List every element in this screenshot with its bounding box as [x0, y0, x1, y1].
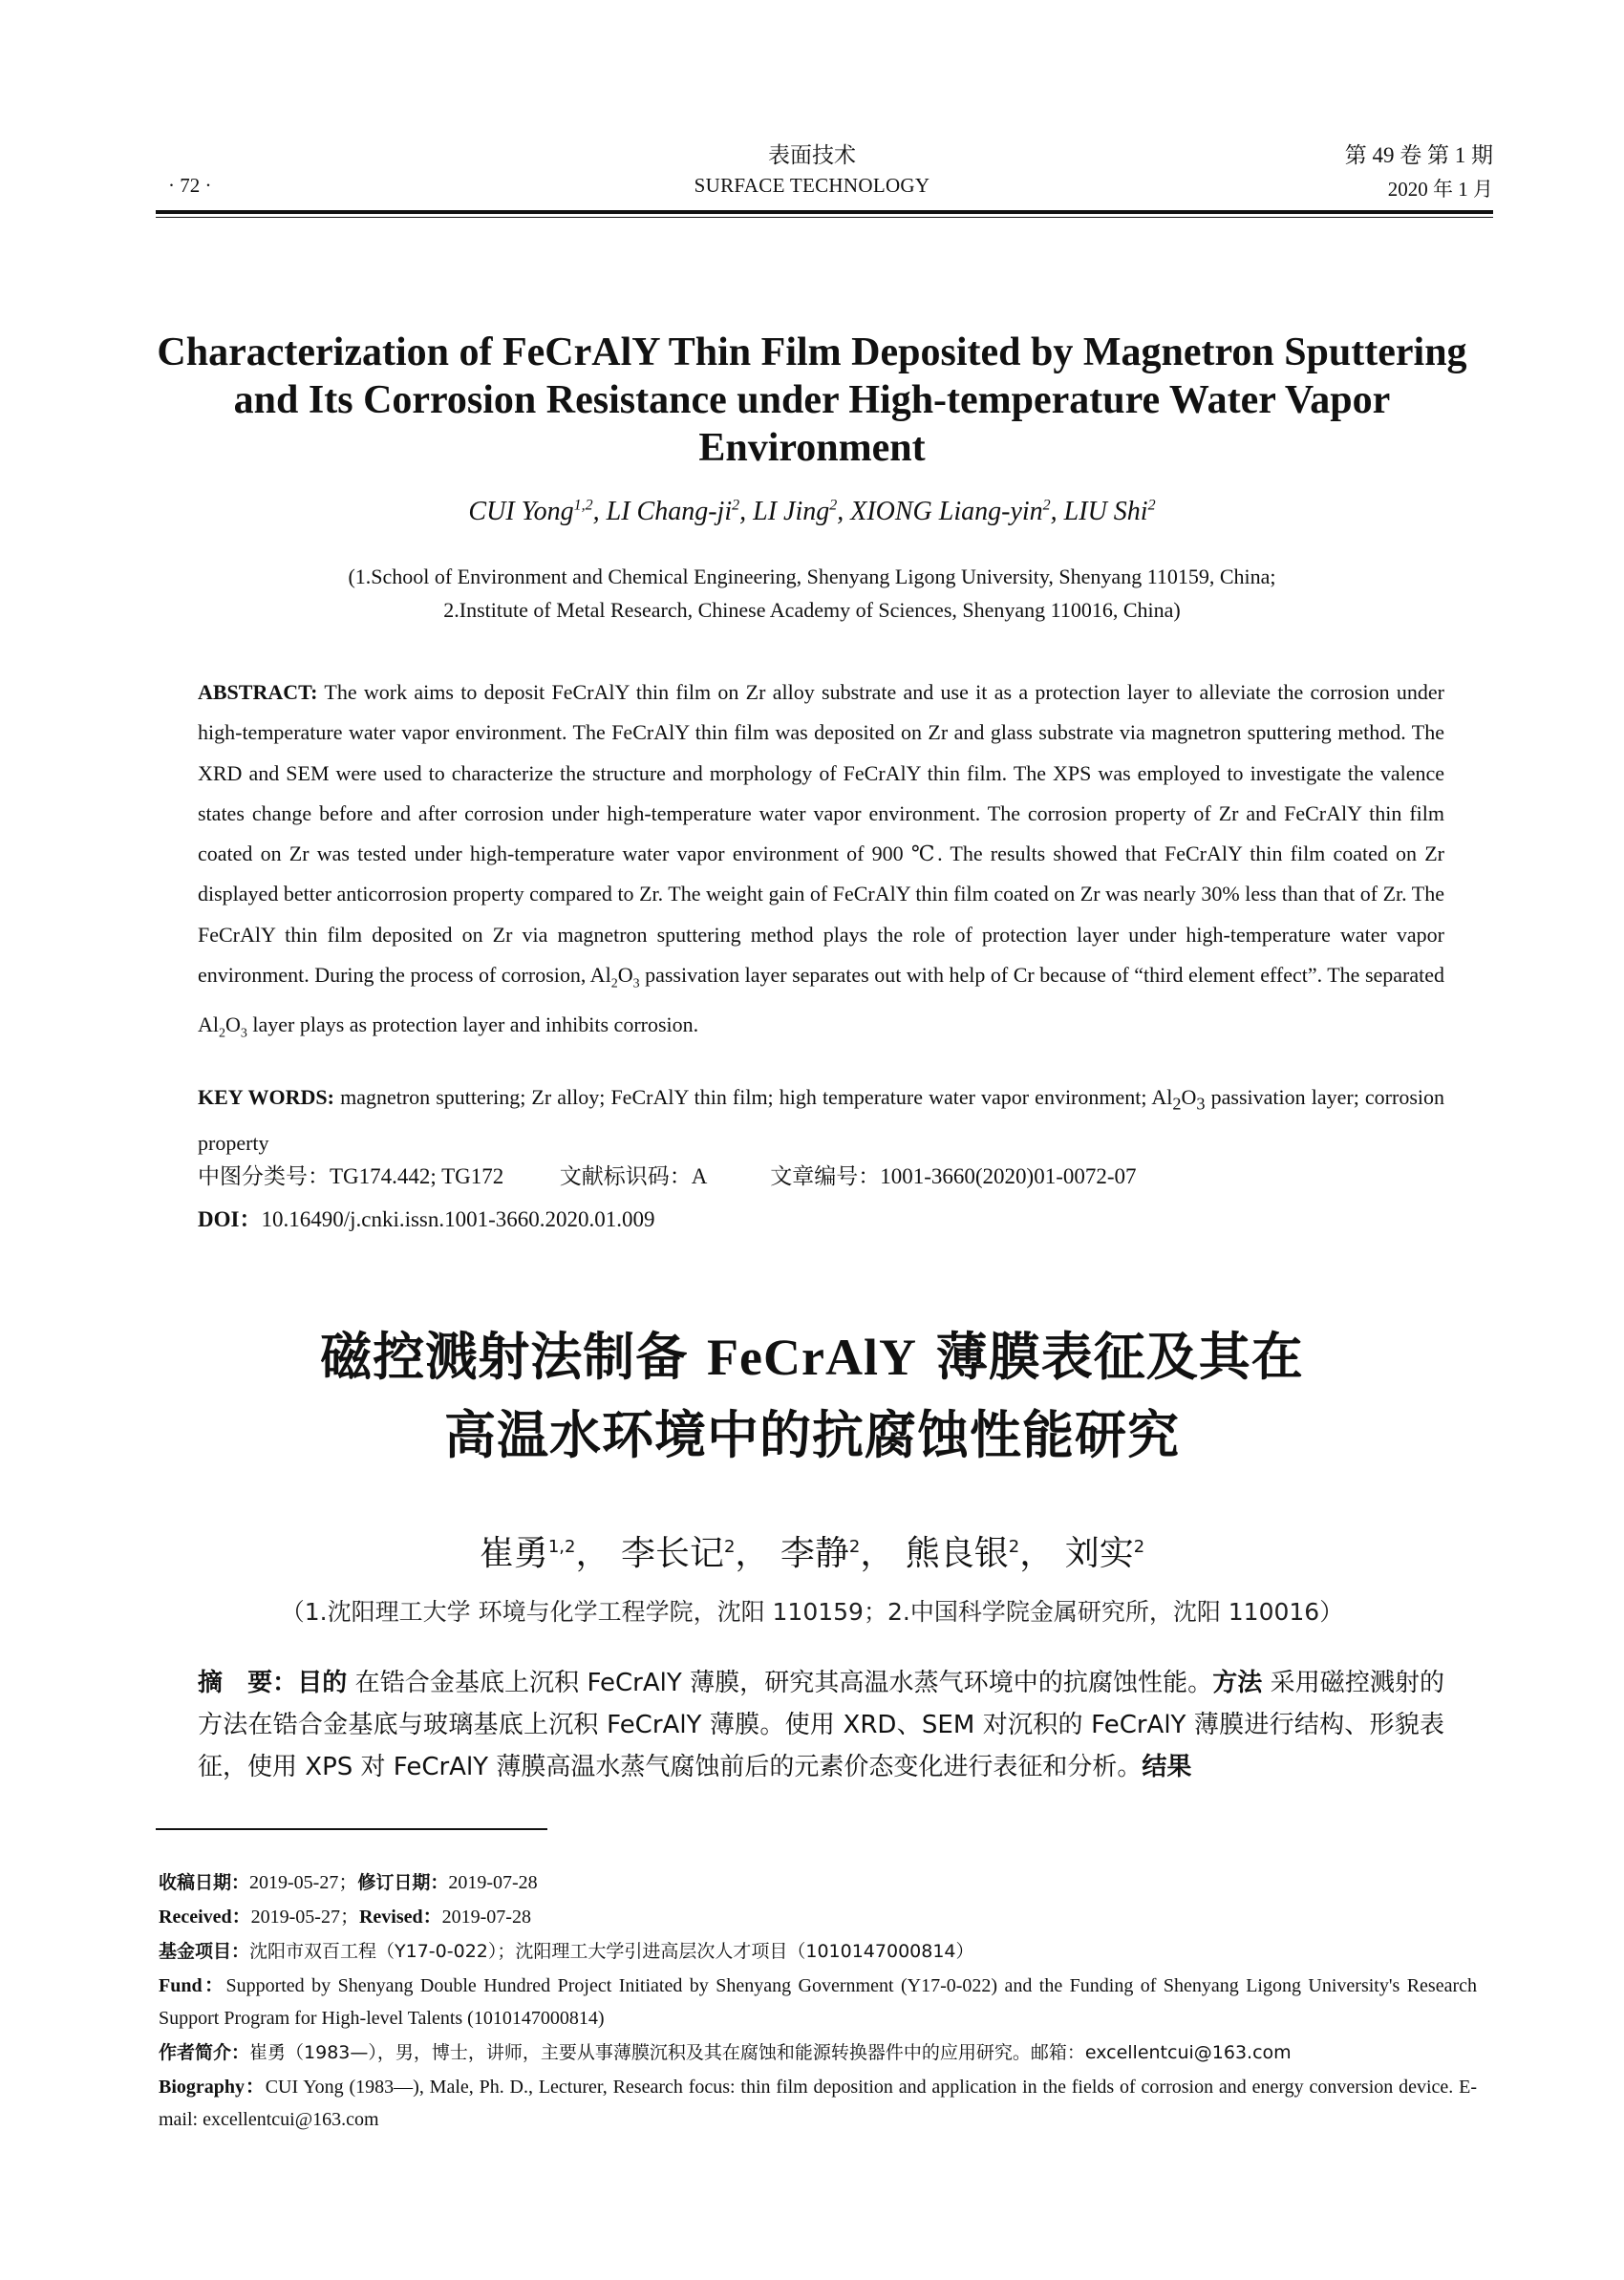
author-affil-sup: 2	[1042, 497, 1051, 514]
affiliation-2: 2.Institute of Metal Research, Chinese Academy of Sciences, Shenyang 110016, China)	[443, 598, 1181, 622]
title-part: 薄膜表征及其在	[916, 1327, 1304, 1387]
classification-line	[198, 1159, 1137, 1190]
fn-label: Received：	[159, 1907, 251, 1928]
author-name: LI Chang-ji	[606, 497, 733, 526]
english-affiliations	[0, 560, 1624, 627]
fn-text: 沈阳市双百工程（Y17-0-022）；沈阳理工大学引进高层次人才项目（1010147000814）	[249, 1941, 974, 1962]
fn-label: 基金项目：	[159, 1941, 250, 1962]
clc-value: TG174.442; TG172	[330, 1164, 504, 1188]
issue-date: 2020 年 1 月	[1387, 178, 1493, 201]
footnote-received-cn	[159, 1866, 1477, 1899]
author-name: LI Jing	[753, 497, 830, 526]
cn-method-text: 采用磁控溅射的方法在锆合金基底与玻璃基底上沉积 FeCrAlY 薄膜。使用 XRD、SEM 对沉积的 FeCrAlY 薄膜进行结构、形貌表征，使用 XPS 对 FeCrAlY 薄膜高温水蒸气腐蚀前后的元素价态变化进行表征和分析。	[198, 1669, 1445, 1781]
author-affil-sup: 2	[848, 1537, 861, 1557]
author-name: XIONG Liang-yin	[850, 497, 1043, 526]
doi-label: DOI：	[198, 1207, 262, 1231]
fn-text: CUI Yong (1983—), Male, Ph. D., Lecturer, Research focus: thin film deposition and application in the fields of corrosion and energy conversion device. E-mail: excellentcui@163.com	[159, 2077, 1477, 2130]
chinese-abstract	[198, 1662, 1444, 1788]
chinese-affiliations: （1.沈阳理工大学 环境与化学工程学院，沈阳 110159；2.中国科学院金属研究所，沈阳 110016）	[280, 1598, 1344, 1626]
keywords-text: magnetron sputtering; Zr alloy; FeCrAlY thin film; high temperature water vapor environment; Al	[334, 1085, 1173, 1109]
subscript: 3	[240, 1026, 247, 1041]
author-name: 熊良银	[905, 1534, 1009, 1573]
author-affil-sup: 2	[1008, 1537, 1020, 1557]
english-keywords: KEY WORDS: magnetron sputtering; Zr alloy; FeCrAlY thin film; high temperature water vapor environment; $Al_2O_3$ passivation layer; corrosion property	[198, 1085, 1444, 1156]
article-number-label: 文章编号：	[770, 1164, 881, 1189]
subscript: 2	[1172, 1094, 1182, 1114]
subscript: 3	[632, 976, 640, 991]
doc-code-value: A	[691, 1164, 708, 1188]
footnote-fund-cn	[159, 1935, 1477, 1968]
fn-text: 2019-07-28	[448, 1872, 538, 1893]
fn-label: Revised：	[358, 1907, 442, 1928]
journal-name-en: SURFACE TECHNOLOGY	[694, 174, 930, 197]
fn-label: 修订日期：	[357, 1872, 449, 1893]
keywords-text: passivation layer; corrosion property	[198, 1085, 1444, 1156]
doc-code-label: 文献标识码：	[559, 1164, 692, 1189]
subscript: 3	[1196, 1094, 1206, 1114]
abstract-label: ABSTRACT:	[198, 680, 318, 704]
author-affil-sup: 1,2	[547, 1537, 576, 1557]
author-affil-sup: 2	[1147, 497, 1156, 514]
fn-text: 2019-07-28	[441, 1907, 531, 1928]
chinese-title-line-1	[143, 1318, 1481, 1396]
clc-label: 中图分类号：	[198, 1164, 330, 1189]
author-name: 崔勇	[479, 1534, 548, 1573]
author-affil-sup: 2	[1133, 1537, 1145, 1557]
author-affil-sup: 2	[829, 497, 838, 514]
fn-text: Supported by Shenyang Double Hundred Project Initiated by Shenyang Government (Y17-0-022) and the Funding of Shenyang Ligong University's Research Support Program for High-level Talents (1010147000814)	[159, 1975, 1477, 2029]
abstract-text: passivation layer separates out with help of Cr because of “third element effect”. The separated Al	[198, 963, 1445, 1036]
author-name: LIU Shi	[1063, 497, 1148, 526]
author-affil-sup: 2	[732, 497, 740, 514]
keywords-label: KEY WORDS:	[198, 1085, 334, 1109]
title-part: 磁控溅射法制备	[320, 1327, 708, 1387]
author-name: 李长记	[620, 1534, 724, 1573]
subscript: 2	[219, 1026, 225, 1041]
journal-name-cn: 表面技术	[768, 143, 856, 167]
fn-text: 崔勇（1983—），男，博士，讲师，主要从事薄膜沉积及其在腐蚀和能源转换器件中的应用研究。邮箱：excellentcui@163.com	[249, 2042, 1292, 2063]
fn-text: 2019-05-27；	[249, 1872, 358, 1893]
doi-line	[198, 1202, 655, 1233]
chinese-title-line-2: 高温水环境中的抗腐蚀性能研究	[444, 1405, 1180, 1465]
chinese-authors: 崔勇$^{1,2}$， 李长记$^2$， 李静$^2$， 熊良银$^2$， 刘实$^2$	[479, 1534, 1145, 1573]
cn-abstract-label: 摘 要：	[198, 1669, 298, 1697]
abstract-text: The work aims to deposit FeCrAlY thin film on Zr alloy substrate and use it as a protection layer to alleviate the corrosion under high-temperature water vapor environment. The FeCrAlY thin film was deposited on Zr and glass substrate via magnetron sputtering method. The XRD and SEM were used to characterize the structure and morphology of FeCrAlY thin film. The XPS was employed to investigate the valence states change before and after corrosion under high-temperature water vapor environment. The corrosion property of Zr and FeCrAlY thin film coated on Zr was tested under high-temperature water vapor environment of 900 ℃. The results showed that FeCrAlY thin film coated on Zr displayed better anticorrosion property compared to Zr. The weight gain of FeCrAlY thin film coated on Zr was nearly 30% less than that of Zr. The FeCrAlY thin film deposited on Zr via magnetron sputtering method plays the role of protection layer under high-temperature water vapor environment. During the process of corrosion, Al	[198, 680, 1444, 988]
author-name: CUI Yong	[468, 497, 574, 526]
title-part: FeCrAlY	[707, 1329, 917, 1386]
footnote-received-en	[159, 1901, 1477, 1933]
fn-label: 收稿日期：	[159, 1872, 250, 1893]
chinese-title	[143, 1318, 1481, 1475]
footnote-bio-cn	[159, 2036, 1477, 2069]
footnote-fund-en	[159, 1970, 1477, 2035]
fn-label: Fund：	[159, 1975, 226, 1996]
volume-issue: 第 49 卷 第 1 期	[1344, 143, 1493, 167]
footnote-rule	[156, 1828, 547, 1830]
author-affil-sup: 1,2	[573, 497, 593, 514]
fn-label: 作者简介：	[159, 2042, 250, 2063]
footnote-bio-en	[159, 2071, 1477, 2136]
doi-value: 10.16490/j.cnki.issn.1001-3660.2020.01.009	[261, 1207, 655, 1231]
cn-method-label: 方法	[1212, 1669, 1263, 1697]
english-abstract: ABSTRACT: The work aims to deposit FeCrAlY thin film on Zr alloy substrate and use it as a protection layer to alleviate the corrosion under high-temperature water vapor environment. The FeCrAlY thin film was deposited on Zr and glass substrate via magnetron sputtering method. The XRD and SEM were used to characterize the structure and morphology of FeCrAlY thin film. The XPS was employed to investigate the valence states change before and after corrosion under high-temperature water vapor environment. The corrosion property of Zr and FeCrAlY thin film coated on Zr was tested under high-temperature water vapor environment of 900 ℃. The results showed that FeCrAlY thin film coated on Zr displayed better anticorrosion property compared to Zr. The weight gain of FeCrAlY thin film coated on Zr was nearly 30% less than that of Zr. The FeCrAlY thin film deposited on Zr via magnetron sputtering method plays the role of protection layer under high-temperature water vapor environment. During the process of corrosion, $Al_2O_3$ passivation layer separates out with help of Cr because of “third element effect”. The separated $Al_2O_3$ layer plays as protection layer and inhibits corrosion.	[198, 680, 1445, 1041]
english-title: Characterization of FeCrAlY Thin Film Deposited by Magnetron Sputtering and Its Corrosion Resistance under High-temperature Water Vapor Environment	[157, 330, 1467, 470]
article-number-value: 1001-3660(2020)01-0072-07	[880, 1164, 1137, 1188]
header-rule-thick	[156, 210, 1493, 214]
affiliation-1: (1.School of Environment and Chemical Engineering, Shenyang Ligong University, Shenyang 110159, China;	[348, 565, 1276, 588]
cn-result-label: 结果	[1142, 1753, 1192, 1781]
fn-text: 2019-05-27；	[250, 1907, 359, 1928]
author-affil-sup: 2	[723, 1537, 736, 1557]
author-name: 刘实	[1064, 1534, 1134, 1573]
cn-purpose-text: 在锆合金基底上沉积 FeCrAlY 薄膜，研究其高温水蒸气环境中的抗腐蚀性能。	[347, 1669, 1213, 1697]
page-number: · 72 ·	[168, 174, 212, 197]
fn-label: Biography：	[159, 2077, 266, 2098]
english-authors: CUI Yong$^{1,2}$, LI Chang-$ji^2$, LI Jing$^2$, XIONG Liang-yin$^2$, LIU Shi$^2$	[468, 497, 1156, 526]
subscript: 2	[610, 976, 618, 991]
abstract-text: layer plays as protection layer and inhibits corrosion.	[246, 1012, 699, 1036]
header-rule-thin	[156, 217, 1493, 218]
author-name: 李静	[780, 1534, 849, 1573]
cn-purpose-label: 目的	[297, 1669, 348, 1697]
